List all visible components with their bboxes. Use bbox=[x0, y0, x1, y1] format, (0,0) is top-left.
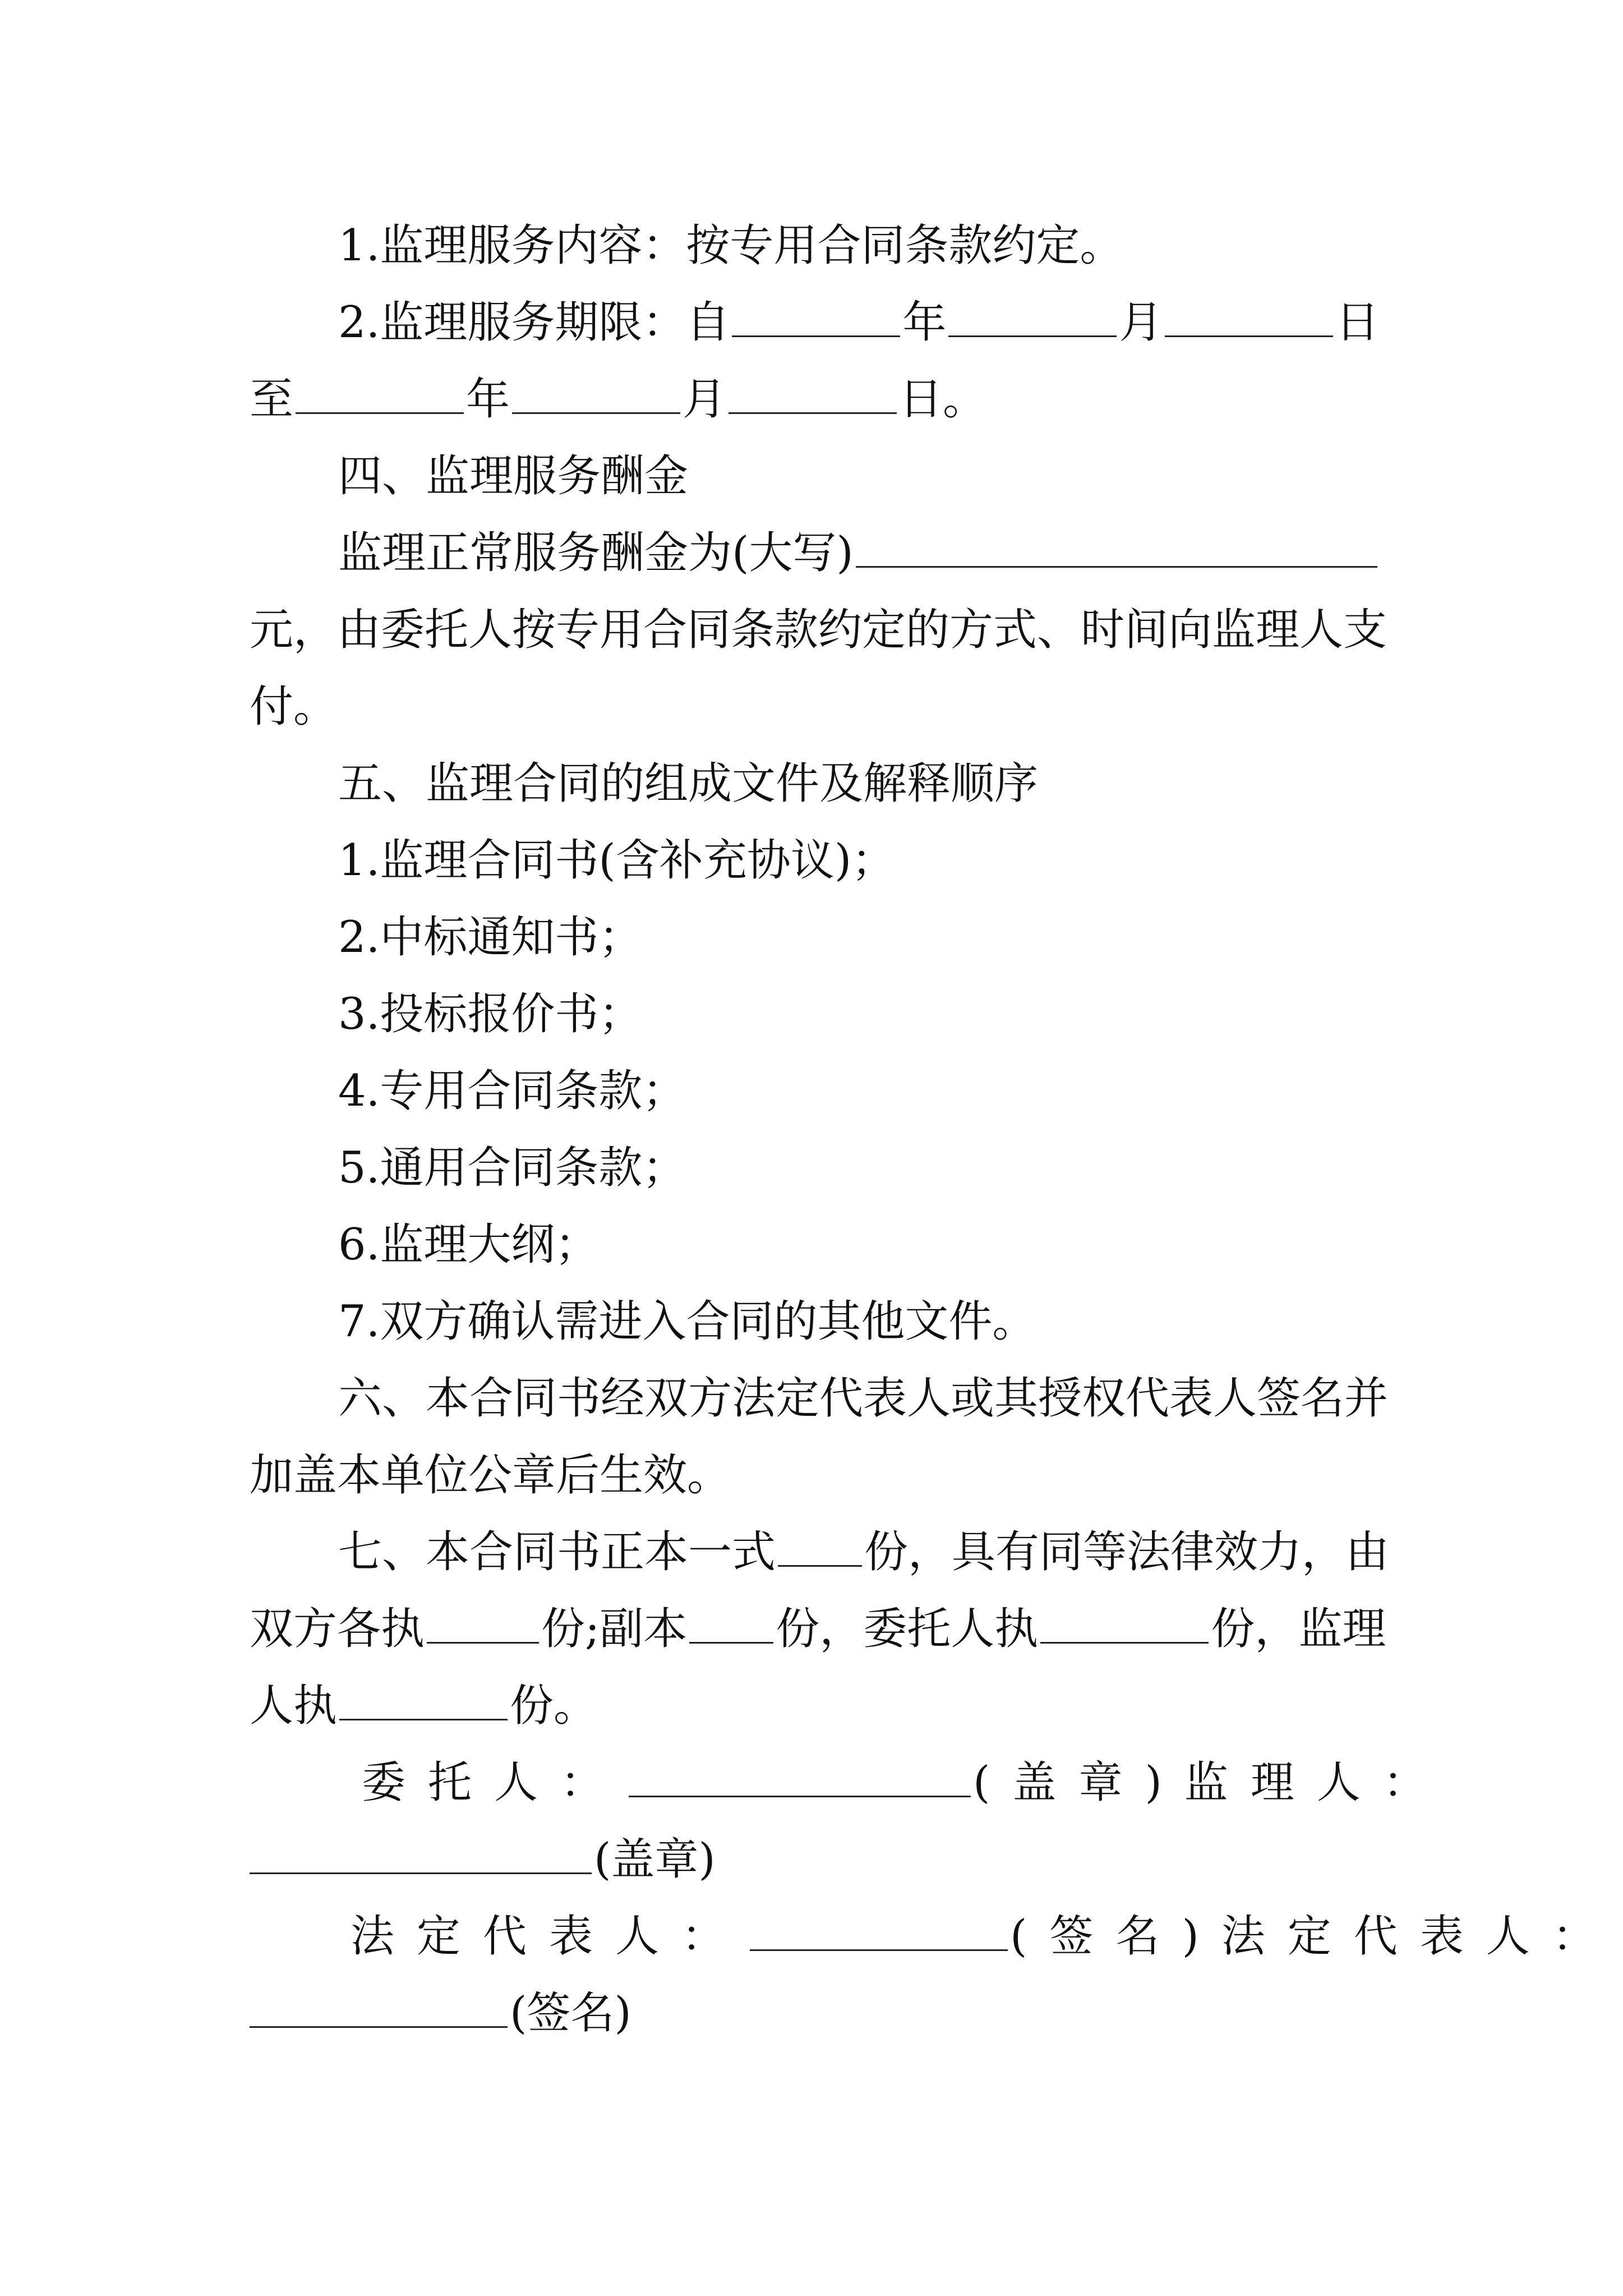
year-label: 年 bbox=[466, 374, 510, 425]
month-label: 月 bbox=[683, 374, 727, 425]
supervisor-holds-label: 人执 bbox=[250, 1681, 338, 1731]
client-label: 委托人： bbox=[362, 1757, 627, 1808]
service-period-line-1 bbox=[250, 284, 1394, 361]
section-six-line-1: 六、本合同书经双方法定代表人或其授权代表人签名并 bbox=[338, 1373, 1389, 1424]
client-seal-blank bbox=[629, 1762, 971, 1797]
fee-amount-blank bbox=[856, 532, 1377, 568]
duplicate-label: 份;副本 bbox=[541, 1604, 688, 1654]
end-month-blank bbox=[512, 379, 680, 414]
day-label: 日。 bbox=[899, 374, 987, 425]
copies-suffix: 份。 bbox=[510, 1681, 598, 1731]
month-label: 月 bbox=[1119, 297, 1163, 348]
fee-line-2: 元，由委托人按专用合同条款约定的方式、时间向监理人支 bbox=[250, 605, 1387, 655]
signature-line-3 bbox=[250, 1898, 1619, 1975]
supervisor-count-blank bbox=[339, 1685, 508, 1720]
list-item: 4.专用合同条款； bbox=[338, 1066, 686, 1116]
service-period-line-2 bbox=[250, 361, 1394, 438]
until-label: 至 bbox=[250, 374, 294, 425]
end-day-blank bbox=[728, 379, 897, 414]
supervisor-copies-label: 份，监理 bbox=[1211, 1604, 1386, 1654]
day-label: 日 bbox=[1335, 297, 1380, 348]
fee-label: 监理正常服务酬金为(大写) bbox=[338, 528, 854, 578]
list-item: 2.中标通知书； bbox=[338, 912, 643, 963]
list-item: 1.监理合同书(含补充协议)； bbox=[338, 835, 896, 886]
copies-text: 份，具有同等法律效力，由 bbox=[864, 1527, 1390, 1577]
client-count-blank bbox=[1040, 1608, 1209, 1644]
fee-line-3: 付。 bbox=[250, 682, 338, 732]
originals-count-blank bbox=[778, 1531, 862, 1567]
list-item: 5.通用合同条款； bbox=[338, 1143, 686, 1193]
section-seven-line-1 bbox=[250, 1514, 1394, 1591]
start-year-blank bbox=[732, 302, 900, 337]
service-period-label: 2.监理服务期限：自 bbox=[338, 297, 730, 348]
start-day-blank bbox=[1165, 302, 1333, 337]
sign-supervisor-rep-label: (签名)法定代表人： bbox=[1010, 1911, 1619, 1962]
signature-line-1 bbox=[250, 1745, 1449, 1821]
service-content-line: 1.监理服务内容：按专用合同条款约定。 bbox=[338, 220, 1124, 271]
each-party-label: 双方各执 bbox=[250, 1604, 425, 1654]
signature-label: (签名) bbox=[510, 1988, 631, 2039]
list-item: 6.监理大纲； bbox=[338, 1220, 599, 1270]
end-year-blank bbox=[296, 379, 464, 414]
each-party-count-blank bbox=[427, 1608, 539, 1644]
section-five-heading: 五、监理合同的组成文件及解释顺序 bbox=[338, 758, 1039, 809]
list-item: 3.投标报价书； bbox=[338, 989, 643, 1039]
client-copies-label: 份，委托人执 bbox=[776, 1604, 1039, 1654]
duplicate-count-blank bbox=[689, 1608, 773, 1644]
section-seven-line-3 bbox=[250, 1668, 1394, 1745]
year-label: 年 bbox=[902, 297, 947, 348]
signature-line-2 bbox=[250, 1821, 1394, 1898]
section-six-line-2: 加盖本单位公章后生效。 bbox=[250, 1450, 731, 1501]
client-signature-blank bbox=[750, 1916, 1008, 1951]
signature-line-4 bbox=[250, 1975, 1394, 2052]
supervisor-signature-blank bbox=[250, 1993, 508, 2028]
section-seven-line-2 bbox=[250, 1591, 1394, 1668]
copies-label: 七、本合同书正本一式 bbox=[338, 1527, 776, 1577]
seal-label: (盖章) bbox=[594, 1834, 716, 1885]
seal-supervisor-label: (盖章)监理人： bbox=[973, 1757, 1449, 1808]
contract-body bbox=[250, 208, 1619, 2052]
client-legal-rep-label: 法定代表人： bbox=[351, 1911, 748, 1962]
start-month-blank bbox=[948, 302, 1117, 337]
section-four-heading: 四、监理服务酬金 bbox=[338, 451, 689, 501]
fee-line-1 bbox=[250, 515, 1394, 592]
supervisor-seal-blank bbox=[250, 1839, 592, 1874]
list-item: 7.双方确认需进入合同的其他文件。 bbox=[338, 1296, 1036, 1347]
